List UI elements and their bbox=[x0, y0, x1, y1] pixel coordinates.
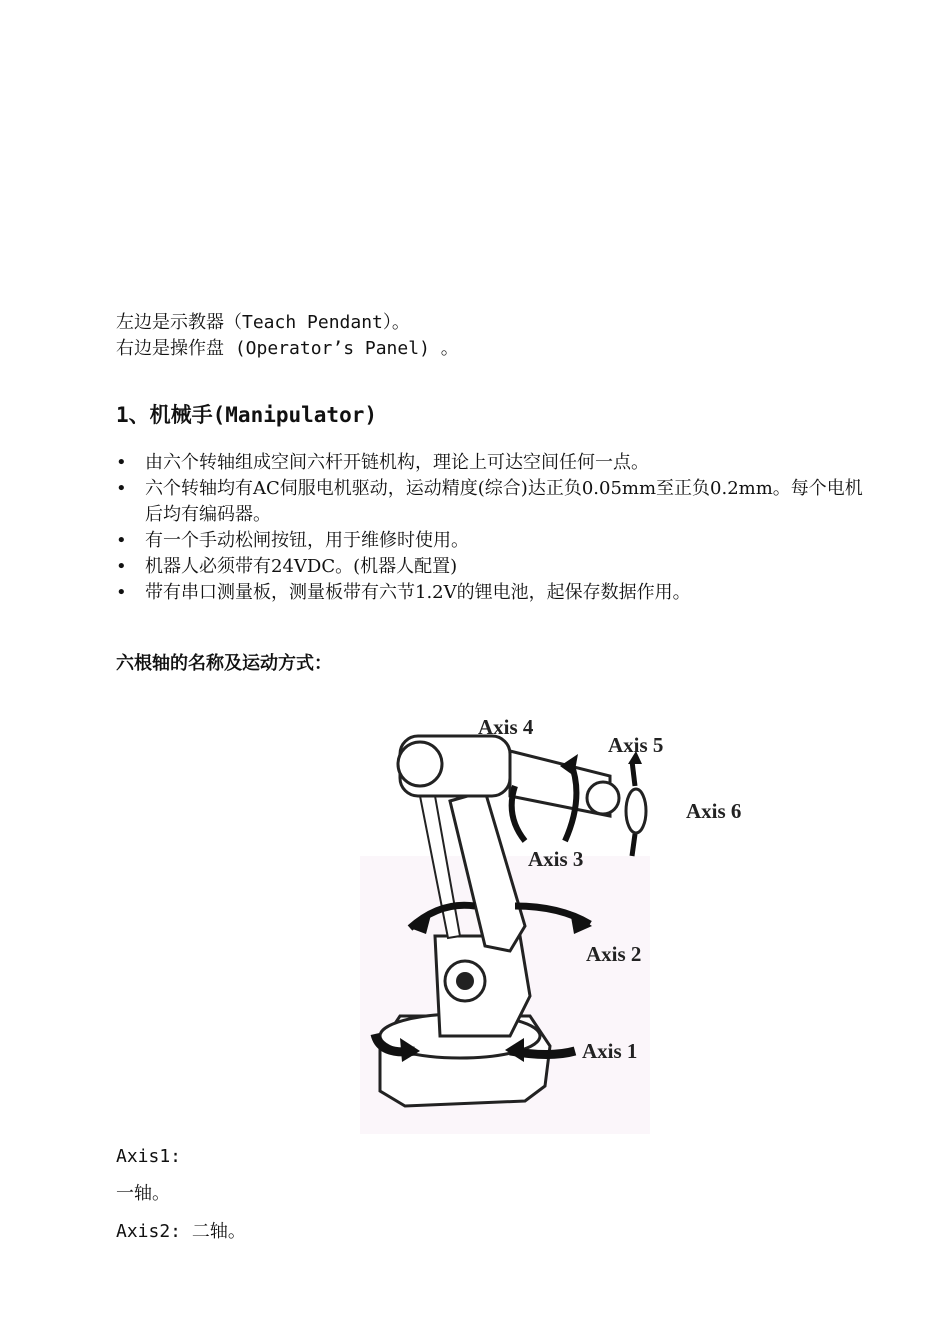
list-item: • 六个转轴均有AC伺服电机驱动，运动精度(综合)达正负0.05mm至正负0.2mm。每个电机后均有编码器。 bbox=[116, 478, 863, 525]
section-heading-manipulator: 1、机械手(Manipulator) bbox=[116, 403, 378, 427]
bullet-icon: • bbox=[116, 452, 127, 473]
axis-5-label: Axis 5 bbox=[608, 733, 664, 757]
axis-2-label: Axis 2 bbox=[586, 942, 642, 966]
section-heading-axes: 六根轴的名称及运动方式： bbox=[116, 653, 332, 674]
bullet-icon: • bbox=[116, 582, 127, 603]
list-item: • 由六个转轴组成空间六杆开链机构，理论上可达空间任何一点。 bbox=[116, 450, 876, 476]
axis-4-label: Axis 4 bbox=[478, 715, 534, 739]
axis2-line: Axis2: 二轴。 bbox=[116, 1221, 246, 1242]
axis-6-label: Axis 6 bbox=[686, 799, 742, 823]
teach-pendant-note: 左边是示教器（Teach Pendant）。 bbox=[116, 312, 410, 333]
bullet-icon: • bbox=[116, 530, 127, 551]
bullet-icon: • bbox=[116, 478, 127, 499]
axis-3-label: Axis 3 bbox=[528, 847, 584, 871]
list-item: • 带有串口测量板，测量板带有六节1.2V的锂电池，起保存数据作用。 bbox=[116, 580, 876, 606]
operator-panel-note: 右边是操作盘 (Operator’s Panel) 。 bbox=[116, 338, 459, 359]
manipulator-feature-list bbox=[116, 450, 876, 606]
axis-1-label: Axis 1 bbox=[582, 1039, 638, 1063]
bullet-icon: • bbox=[116, 556, 127, 577]
list-item: • 有一个手动松闸按钮，用于维修时使用。 bbox=[116, 528, 876, 554]
robot-arm-illustration bbox=[360, 706, 760, 1134]
robot-axes-figure bbox=[360, 706, 760, 1134]
list-item: • 机器人必须带有24VDC。(机器人配置) bbox=[116, 554, 876, 580]
axis1-description: 一轴。 bbox=[116, 1183, 170, 1204]
axis1-heading: Axis1: bbox=[116, 1146, 182, 1167]
